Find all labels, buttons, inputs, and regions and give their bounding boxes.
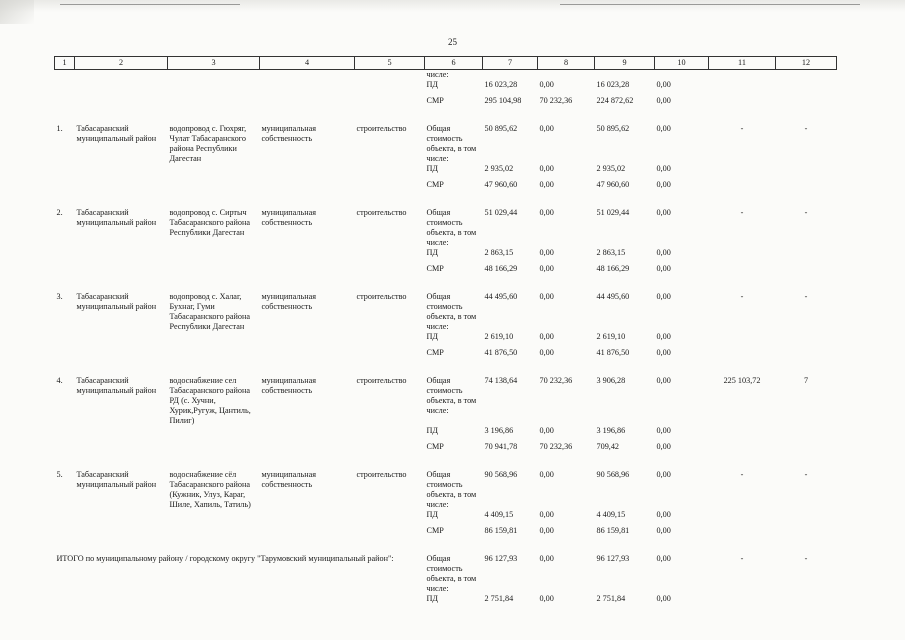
value-col11: - bbox=[740, 292, 744, 301]
value-col7: 2 863,15 bbox=[484, 248, 514, 257]
value-col8: 0,00 bbox=[539, 124, 554, 133]
entry-number: 5. bbox=[56, 470, 63, 479]
value-col9: 86 159,81 bbox=[596, 526, 630, 535]
district-name: Табасаранский муниципальный район bbox=[76, 376, 157, 395]
value-col7: 50 895,62 bbox=[484, 124, 518, 133]
cost-type: ПД bbox=[426, 510, 438, 519]
page-number: 25 bbox=[448, 37, 457, 47]
table-row bbox=[55, 264, 837, 280]
column-header: 6 bbox=[425, 57, 483, 70]
entry-main-row bbox=[55, 376, 837, 426]
value-col10: 0,00 bbox=[656, 332, 671, 341]
value-col8: 0,00 bbox=[539, 332, 554, 341]
value-col8: 0,00 bbox=[539, 180, 554, 189]
value-col7: 2 619,10 bbox=[484, 332, 514, 341]
entry-main-row bbox=[55, 470, 837, 510]
district-name: Табасаранский муниципальный район bbox=[76, 470, 157, 489]
value-col7: 51 029,44 bbox=[484, 208, 518, 217]
value-col7: 44 495,60 bbox=[484, 292, 518, 301]
value-col8: 0,00 bbox=[539, 80, 554, 89]
district-name: Табасаранский муниципальный район bbox=[76, 208, 157, 227]
scan-edge-line bbox=[560, 4, 860, 5]
object-name: водопровод с. Халаг, Бухнаг, Гуми Табасаранского района Республики Дагестан bbox=[169, 292, 251, 331]
value-col7: 90 568,96 bbox=[484, 470, 518, 479]
value-col9: 44 495,60 bbox=[596, 292, 630, 301]
cost-type: ПД bbox=[426, 594, 438, 603]
cost-type: СМР bbox=[426, 526, 444, 535]
column-header: 2 bbox=[75, 57, 168, 70]
value-col10: 0,00 bbox=[656, 594, 671, 603]
value-col7: 295 104,98 bbox=[484, 96, 522, 105]
value-col8: 0,00 bbox=[539, 248, 554, 257]
ownership: муниципальная собственность bbox=[261, 208, 316, 227]
work-type: строительство bbox=[356, 376, 407, 385]
table-body bbox=[55, 70, 837, 611]
value-col7: 2 935,02 bbox=[484, 164, 514, 173]
value-col10: 0,00 bbox=[656, 554, 671, 563]
value-col9: 51 029,44 bbox=[596, 208, 630, 217]
value-col8: 0,00 bbox=[539, 594, 554, 603]
district-name: Табасаранский муниципальный район bbox=[76, 124, 157, 143]
work-type: строительство bbox=[356, 124, 407, 133]
value-col8: 70 232,36 bbox=[539, 442, 573, 451]
column-header-row bbox=[55, 57, 837, 70]
table-row bbox=[55, 510, 837, 526]
value-col8: 0,00 bbox=[539, 208, 554, 217]
cost-label: Общая стоимость объекта, в том числе: bbox=[426, 124, 477, 163]
value-col12: - bbox=[804, 124, 808, 133]
object-name: водоснабжение сёл Табасаранского района (Кужник, Улуз, Караг, Шиле, Хапиль, Татиль) bbox=[169, 470, 251, 509]
value-col8: 0,00 bbox=[539, 526, 554, 535]
value-col7: 4 409,15 bbox=[484, 510, 514, 519]
value-col9: 48 166,29 bbox=[596, 264, 630, 273]
object-name: водоснабжение сел Табасаранского района РД (с. Хучни, Хурик,Ругуж, Цантиль, Пилиг) bbox=[169, 376, 251, 425]
table-row bbox=[55, 348, 837, 364]
value-col8: 0,00 bbox=[539, 470, 554, 479]
value-col12: - bbox=[804, 208, 808, 217]
value-col9: 96 127,93 bbox=[596, 554, 630, 563]
value-col9: 41 876,50 bbox=[596, 348, 630, 357]
value-col9: 2 751,84 bbox=[596, 594, 626, 603]
value-col10: 0,00 bbox=[656, 208, 671, 217]
value-col10: 0,00 bbox=[656, 426, 671, 435]
value-col8: 0,00 bbox=[539, 426, 554, 435]
value-col8: 0,00 bbox=[539, 264, 554, 273]
value-col7: 70 941,78 bbox=[484, 442, 518, 451]
table-row bbox=[55, 426, 837, 442]
value-col11: - bbox=[740, 554, 744, 563]
cost-label: Общая стоимость объекта, в том числе: bbox=[426, 376, 477, 415]
column-header: 3 bbox=[168, 57, 260, 70]
value-col7: 41 876,50 bbox=[484, 348, 518, 357]
value-col9: 47 960,60 bbox=[596, 180, 630, 189]
value-col9: 16 023,28 bbox=[596, 80, 630, 89]
cost-label: Общая стоимость объекта, в том числе: bbox=[426, 292, 477, 331]
entry-number: 2. bbox=[56, 208, 63, 217]
cost-type: ПД bbox=[426, 80, 438, 89]
value-col10: 0,00 bbox=[656, 264, 671, 273]
continuation-label-row bbox=[55, 70, 837, 81]
entry-number: 1. bbox=[56, 124, 63, 133]
entry-main-row bbox=[55, 124, 837, 164]
entry-main-row bbox=[55, 292, 837, 332]
value-col10: 0,00 bbox=[656, 248, 671, 257]
value-col9: 3 906,28 bbox=[596, 376, 626, 385]
value-col9: 4 409,15 bbox=[596, 510, 626, 519]
value-col10: 0,00 bbox=[656, 180, 671, 189]
cost-label: Общая стоимость объекта, в том числе: bbox=[426, 470, 477, 509]
scan-corner-shadow bbox=[0, 0, 34, 24]
value-col8: 70 232,36 bbox=[539, 376, 573, 385]
work-type: строительство bbox=[356, 208, 407, 217]
value-col9: 2 619,10 bbox=[596, 332, 626, 341]
entry-number: 3. bbox=[56, 292, 63, 301]
table-row bbox=[55, 594, 837, 610]
ownership: муниципальная собственность bbox=[261, 292, 316, 311]
value-col8: 0,00 bbox=[539, 348, 554, 357]
value-col11: - bbox=[740, 124, 744, 133]
table-row bbox=[55, 248, 837, 264]
value-col7: 86 159,81 bbox=[484, 526, 518, 535]
value-col10: 0,00 bbox=[656, 526, 671, 535]
value-col10: 0,00 bbox=[656, 442, 671, 451]
cost-label: числе: bbox=[426, 70, 449, 79]
scan-edge-line bbox=[60, 4, 240, 5]
value-col10: 0,00 bbox=[656, 470, 671, 479]
value-col8: 0,00 bbox=[539, 164, 554, 173]
column-header: 1 bbox=[55, 57, 75, 70]
column-header: 5 bbox=[355, 57, 425, 70]
ownership: муниципальная собственность bbox=[261, 470, 316, 489]
value-col8: 0,00 bbox=[539, 292, 554, 301]
ownership: муниципальная собственность bbox=[261, 124, 316, 143]
cost-type: ПД bbox=[426, 332, 438, 341]
value-col7: 2 751,84 bbox=[484, 594, 514, 603]
column-header: 11 bbox=[709, 57, 776, 70]
cost-type: СМР bbox=[426, 96, 444, 105]
column-header: 8 bbox=[538, 57, 595, 70]
value-col10: 0,00 bbox=[656, 124, 671, 133]
value-col11: - bbox=[740, 208, 744, 217]
value-col9: 709,42 bbox=[596, 442, 620, 451]
value-col8: 0,00 bbox=[539, 510, 554, 519]
cost-type: СМР bbox=[426, 264, 444, 273]
cost-type: СМР bbox=[426, 348, 444, 357]
column-header: 10 bbox=[655, 57, 709, 70]
column-header: 9 bbox=[595, 57, 655, 70]
value-col7: 96 127,93 bbox=[484, 554, 518, 563]
column-header: 4 bbox=[260, 57, 355, 70]
value-col10: 0,00 bbox=[656, 292, 671, 301]
value-col9: 50 895,62 bbox=[596, 124, 630, 133]
ownership: муниципальная собственность bbox=[261, 376, 316, 395]
value-col9: 3 196,86 bbox=[596, 426, 626, 435]
total-row bbox=[55, 554, 837, 594]
column-header: 12 bbox=[776, 57, 837, 70]
cost-type: СМР bbox=[426, 442, 444, 451]
cost-type: СМР bbox=[426, 180, 444, 189]
table-row bbox=[55, 180, 837, 196]
table-row bbox=[55, 96, 837, 112]
scan-shadow bbox=[0, 0, 905, 12]
table-row bbox=[55, 164, 837, 180]
table-row bbox=[55, 526, 837, 542]
value-col10: 0,00 bbox=[656, 376, 671, 385]
value-col10: 0,00 bbox=[656, 96, 671, 105]
value-col9: 2 863,15 bbox=[596, 248, 626, 257]
cost-label: Общая стоимость объекта, в том числе: bbox=[426, 208, 477, 247]
cost-type: ПД bbox=[426, 164, 438, 173]
value-col9: 2 935,02 bbox=[596, 164, 626, 173]
value-col10: 0,00 bbox=[656, 164, 671, 173]
value-col9: 90 568,96 bbox=[596, 470, 630, 479]
cost-type: ПД bbox=[426, 248, 438, 257]
work-type: строительство bbox=[356, 470, 407, 479]
value-col8: 70 232,36 bbox=[539, 96, 573, 105]
value-col7: 3 196,86 bbox=[484, 426, 514, 435]
value-col9: 224 872,62 bbox=[596, 96, 634, 105]
column-header: 7 bbox=[483, 57, 538, 70]
value-col12: - bbox=[804, 470, 808, 479]
entry-main-row bbox=[55, 208, 837, 248]
value-col11: - bbox=[740, 470, 744, 479]
table-row bbox=[55, 80, 837, 96]
value-col10: 0,00 bbox=[656, 348, 671, 357]
entry-number: 4. bbox=[56, 376, 63, 385]
object-name: водопровод с. Гюхряг, Чулат Табасаранского района Республики Дагестан bbox=[169, 124, 247, 163]
object-name: водопровод с. Сиртыч Табасаранского района Республики Дагестан bbox=[169, 208, 251, 237]
table-row bbox=[55, 442, 837, 458]
cost-type: ПД bbox=[426, 426, 438, 435]
investment-table bbox=[54, 56, 837, 610]
value-col12: - bbox=[804, 554, 808, 563]
value-col10: 0,00 bbox=[656, 510, 671, 519]
value-col11: 225 103,72 bbox=[723, 376, 761, 385]
value-col8: 0,00 bbox=[539, 554, 554, 563]
district-name: Табасаранский муниципальный район bbox=[76, 292, 157, 311]
value-col12: - bbox=[804, 292, 808, 301]
total-label: ИТОГО по муниципальному району / городскому округу "Тарумовский муниципальный район": bbox=[56, 554, 394, 563]
cost-label: Общая стоимость объекта, в том числе: bbox=[426, 554, 477, 593]
value-col12: 7 bbox=[803, 376, 809, 385]
value-col7: 47 960,60 bbox=[484, 180, 518, 189]
value-col7: 16 023,28 bbox=[484, 80, 518, 89]
value-col7: 74 138,64 bbox=[484, 376, 518, 385]
table-row bbox=[55, 332, 837, 348]
value-col10: 0,00 bbox=[656, 80, 671, 89]
work-type: строительство bbox=[356, 292, 407, 301]
value-col7: 48 166,29 bbox=[484, 264, 518, 273]
